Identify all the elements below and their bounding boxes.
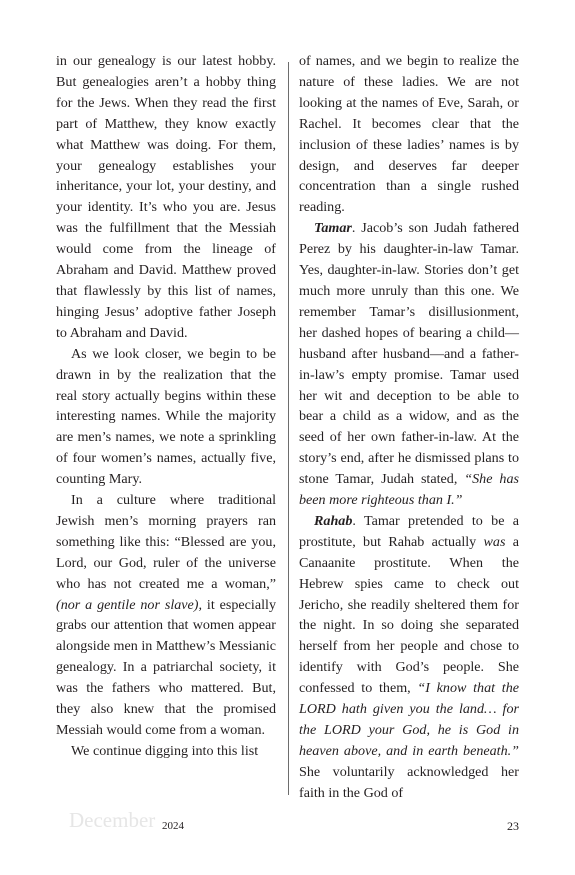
text-run: In a culture where traditional Jewish men’s morning prayers ran something like this: “Blessed are you, Lord, our God, ruler of the universe who has not created me a woman,” xyxy=(56,492,276,592)
left-column xyxy=(56,51,276,762)
paragraph: We continue digging into this list xyxy=(71,742,259,759)
italic-aside: (nor a gentile nor slave), xyxy=(56,596,203,613)
column-divider xyxy=(288,62,289,795)
text-run: She voluntarily acknowledged her faith in the God of xyxy=(299,763,519,801)
emphasis: was xyxy=(483,533,506,550)
footer-month: December xyxy=(69,808,156,832)
paragraph-tamar xyxy=(299,218,519,511)
paragraph: in our genealogy is our latest hobby. But genealogies aren’t a hobby thing for the Jews. When they read the first part of Matthew, they know exactly what Matthew was doing. For them, your genealogy establishes your inheritance, your lot, your destiny, and your identity. It’s who you are. Jesus was the fulfillment that the Messiah would come from the lineage of Abraham and David. Matthew proved that flawlessly by this list of names, hinging Jesus’ adoptive father Joseph to Abraham and David. xyxy=(56,53,276,341)
text-run: . Jacob’s son Judah fathered Perez by his daughter-in-law Tamar. Yes, daughter-in-law. Stories don’t get much more unruly than this one. We remember Tamar’s disillusionment, her dashed hopes of bearing a child—husband after husband—and a father-in-law’s empty promise. Tamar used her wit and deception to be able to bear a child as a widow, and as the seed of her own father-in-law. At the story’s end, after he dismissed plans to stone Tamar, Judah stated, xyxy=(299,220,519,488)
scripture-quote: “She has been more righteous than I.” xyxy=(299,471,519,509)
scripture-quote: “I know that the LORD hath given you the land… for the LORD your God, he is God in heaven above, and in earth beneath.” xyxy=(299,680,519,759)
page-number: 23 xyxy=(507,819,519,833)
section-name-rahab: Rahab xyxy=(314,512,353,529)
paragraph: of names, and we begin to realize the nature of these ladies. We are not looking at the names of Eve, Sarah, or Rachel. It becomes clear that the inclusion of these ladies’ names is by design, and deserves far deeper concentration than a single rushed reading. xyxy=(299,53,519,216)
right-column xyxy=(299,51,519,804)
text-run: it especially grabs our attention that women appear alongside men in Matthew’s Messianic genealogy. In a patriarchal society, it was the fathers who mattered. But, they also knew that the promised Messiah would come from a woman. xyxy=(56,596,276,738)
paragraph-rahab xyxy=(299,511,519,804)
paragraph: As we look closer, we begin to be drawn in by the realization that the real story actually begins within these interesting names. While the majority are men’s names, we note a sprinkling of four women’s names, actually five, counting Mary. xyxy=(56,345,276,488)
text-run: a Canaanite prostitute. When the Hebrew spies came to check out Jericho, she readily sheltered them for the night. In so doing she separated herself from her people and chose to identify with God’s people. She confessed to them, xyxy=(299,533,519,697)
section-name-tamar: Tamar xyxy=(314,220,352,237)
text-run: . Tamar pretended to be a prostitute, but Rahab actually xyxy=(299,512,519,550)
paragraph xyxy=(56,490,276,741)
footer-year: 2024 xyxy=(162,820,184,832)
